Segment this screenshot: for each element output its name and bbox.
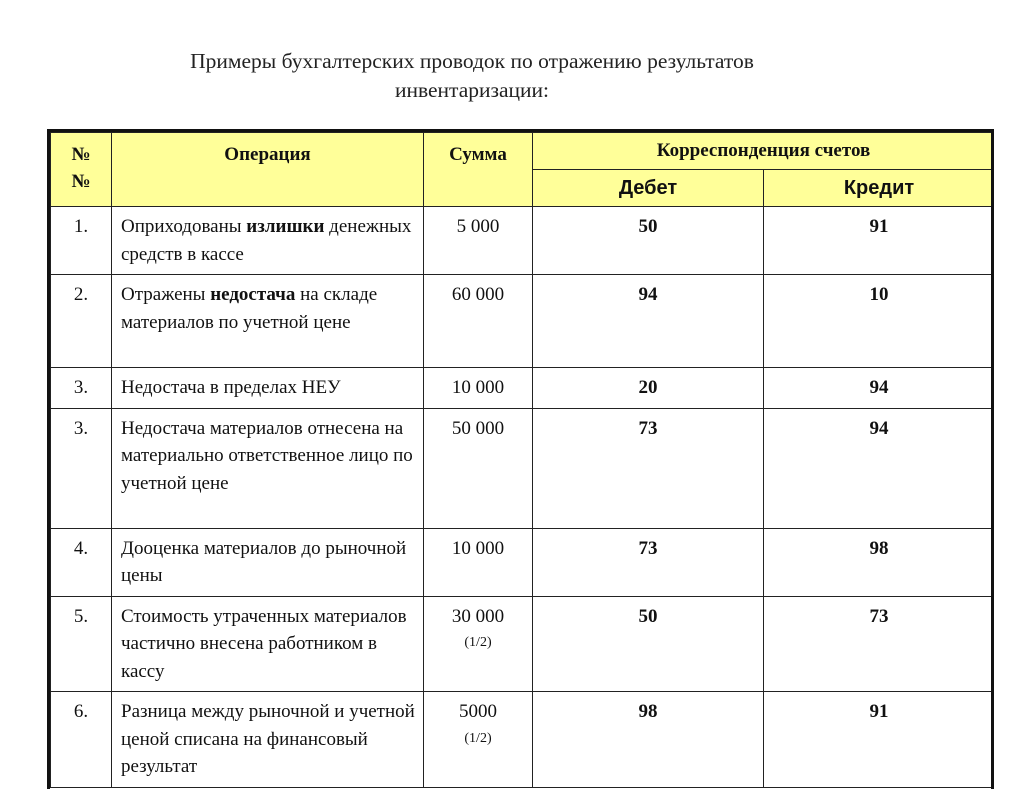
row-number: 1.	[51, 207, 112, 275]
row-sum	[424, 408, 533, 528]
operation-text: Оприходованы	[121, 216, 247, 237]
header-credit: Кредит	[764, 170, 995, 207]
sum-value: 30 000	[451, 605, 505, 627]
row-debit: 50	[533, 207, 764, 275]
row-sum	[424, 368, 533, 409]
row-number: 4.	[51, 528, 112, 596]
header-operation: Операция	[112, 133, 424, 207]
sum-note: (1/2)	[464, 635, 492, 650]
header-number-line-2: №	[71, 171, 91, 192]
row-credit: 94	[764, 368, 995, 409]
row-sum	[424, 528, 533, 596]
row-sum	[424, 596, 533, 692]
row-number: 3.	[51, 368, 112, 409]
row-credit: 94	[764, 408, 995, 528]
row-credit: 98	[764, 528, 995, 596]
row-sum	[424, 692, 533, 788]
row-credit: 91	[764, 207, 995, 275]
row-operation	[112, 207, 424, 275]
sum-value: 5000	[459, 701, 497, 722]
operation-text-rest: на складе материалов по учетной цене	[121, 284, 378, 333]
table-row	[51, 368, 995, 409]
row-debit: 94	[533, 275, 764, 368]
header-row	[51, 133, 995, 170]
row-credit: 91	[764, 692, 995, 788]
operation-text: Недостача материалов отнесена на материально ответственное лицо по учетной цене	[121, 417, 413, 494]
header-correspondence: Корреспонденция счетов	[533, 133, 995, 170]
title-line-2: инвентаризации:	[394, 78, 550, 102]
row-number: 2.	[51, 275, 112, 368]
row-operation	[112, 596, 424, 692]
row-sum	[424, 275, 533, 368]
row-credit: 10	[764, 275, 995, 368]
table-row	[51, 528, 995, 596]
sum-value: 60 000	[451, 284, 505, 305]
row-operation	[112, 275, 424, 368]
row-debit: 98	[533, 692, 764, 788]
header-debit: Дебет	[533, 170, 764, 207]
entries-table	[50, 132, 994, 788]
header-sum: Сумма	[424, 133, 533, 207]
entries-table-frame	[47, 129, 994, 789]
table-row	[51, 207, 995, 275]
row-debit: 73	[533, 528, 764, 596]
table-row	[51, 408, 995, 528]
operation-text: Отражены	[121, 284, 211, 305]
row-operation	[112, 408, 424, 528]
table-row	[51, 692, 995, 788]
operation-text-rest: денежных средств в кассе	[121, 216, 412, 265]
row-debit: 73	[533, 408, 764, 528]
row-operation	[112, 528, 424, 596]
operation-text: Недостача в пределах НЕУ	[121, 377, 341, 398]
table-row	[51, 596, 995, 692]
sum-note: (1/2)	[464, 730, 492, 746]
row-number: 3.	[51, 408, 112, 528]
header-number-line-1: №	[71, 144, 91, 165]
row-operation	[112, 368, 424, 409]
row-sum	[424, 207, 533, 275]
row-credit: 73	[764, 596, 995, 692]
row-debit: 50	[533, 596, 764, 692]
row-debit: 20	[533, 368, 764, 409]
operation-emphasis: излишки	[246, 216, 325, 237]
operation-emphasis: недостача	[210, 284, 296, 305]
sum-value: 5 000	[456, 216, 500, 237]
row-number: 5.	[51, 596, 112, 692]
title-line-1: Примеры бухгалтерских проводок по отражению результатов	[190, 49, 754, 73]
sum-value: 50 000	[451, 417, 505, 439]
header-number	[51, 133, 112, 207]
table-row	[51, 275, 995, 368]
row-number: 6.	[51, 692, 112, 788]
row-operation	[112, 692, 424, 788]
sum-value: 10 000	[451, 537, 505, 559]
operation-text: Дооценка материалов до рыночной цены	[121, 537, 407, 586]
page-title	[0, 47, 944, 105]
operation-text: Разница между рыночной и учетной ценой списана на финансовый результат	[121, 701, 415, 777]
sum-value: 10 000	[451, 377, 505, 398]
operation-text: Стоимость утраченных материалов частично внесена работником в кассу	[121, 605, 407, 682]
